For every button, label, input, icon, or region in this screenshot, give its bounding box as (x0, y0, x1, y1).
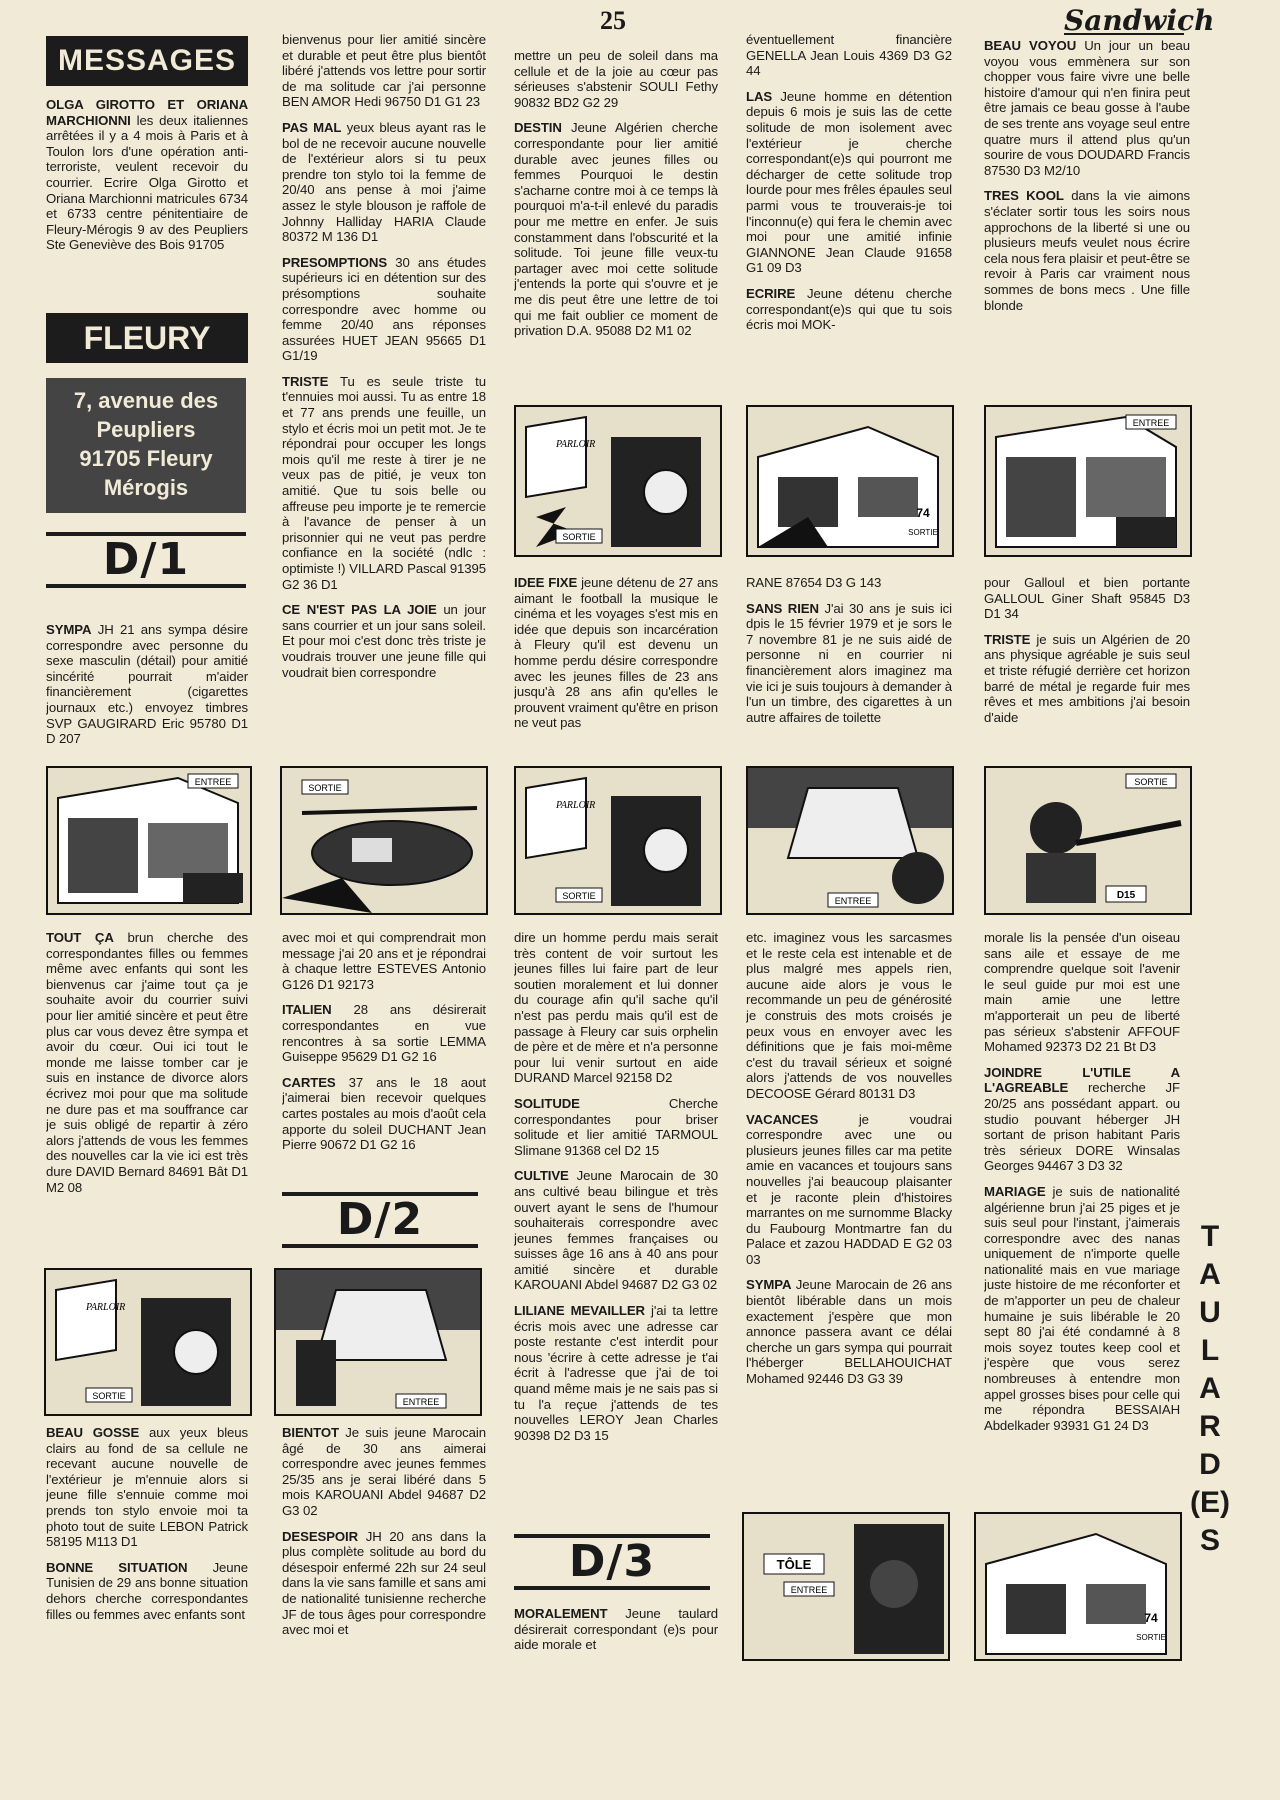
comic-panel-helicopter (280, 766, 488, 915)
fleury-heading: FLEURY (46, 313, 248, 363)
column-1-b (46, 622, 248, 752)
ad-body: jeune détenu de 27 ans aimant le football la musique le cinéma et les voyages s'est mis en idée que depuis son incarcération à Fleury qu'il est devenu un homme perdu désire correspondre avec les jeunes filles de 23 ans jusqu'à 28 ans afin qu'elles le prouvent vraiment qu'être en prison ne veut pas (514, 575, 718, 731)
panel-art (976, 1514, 1180, 1659)
ad-title: DESESPOIR (282, 1528, 359, 1544)
classified-ad (514, 1303, 718, 1443)
column-4-top (746, 32, 952, 392)
ad-title: LAS (746, 88, 773, 104)
classified-ad (984, 1184, 1180, 1434)
ad-body: pour Galloul et bien portante GALLOUL Giner Shaft 95845 D3 D1 34 (984, 575, 1190, 622)
panel-art (986, 768, 1190, 913)
ad-title: BEAU GOSSE (46, 1425, 140, 1440)
classified-ad (282, 930, 486, 992)
classified-ad (282, 602, 486, 680)
vertical-letter: A (1199, 1258, 1221, 1291)
classified-ad (746, 1112, 952, 1268)
classified-ad (46, 622, 248, 747)
ad-title: TRISTE (984, 631, 1031, 647)
ad-title: CE N'EST PAS LA JOIE (282, 602, 437, 618)
ad-body: un jour sans courrier et un jour sans soleil. Et pour moi c'est donc très triste je voudrais trouver une jeune fille qui voudrait bien correspondre (282, 602, 486, 680)
panel-label-sortie: SORTIE (562, 532, 596, 542)
ad-title: CULTIVE (514, 1168, 569, 1184)
ad-body: Cherche correspondantes pour briser solitude et lier amitié TARMOUL Slimane 91368 cel D2 15 (514, 1095, 718, 1158)
column-3-top (514, 48, 718, 393)
ad-title: TOUT ÇA (46, 930, 114, 945)
vertical-taulardes (1180, 1218, 1240, 1658)
classified-ad (282, 120, 486, 245)
comic-panel-building (746, 405, 954, 557)
panel-art (744, 1514, 948, 1659)
ad-body: RANE 87654 D3 G 143 (746, 575, 882, 590)
comic-panel-building (974, 1512, 1182, 1661)
panel-label-74: 74 (916, 506, 930, 520)
classified-ad (514, 575, 718, 731)
section-d1-title: D/1 (46, 532, 246, 588)
panel-art (516, 407, 720, 555)
vertical-letter: T (1200, 1220, 1220, 1253)
column-1-c (46, 930, 248, 1250)
vertical-letter: (E) (1190, 1486, 1230, 1519)
ad-title: PAS MAL (282, 119, 342, 135)
classified-ad (984, 1065, 1180, 1174)
panel-label-entree: ENTREE (1132, 418, 1170, 428)
ad-body: dire un homme perdu mais serait très content de voir surtout les jeunes filles lui faire part de leur soutien moralement et lui donner du courage afin qu'il sache qu'il n'est pas perdu mais qu'il est de passage à Fleury car suis orphelin de père et de mère et n'a personne pour lui venir surtout en aide DURAND Marcel 92158 D2 (514, 930, 718, 1086)
classified-ad (746, 1277, 952, 1386)
classified-ad (514, 930, 718, 1086)
ad-title: BIENTOT (282, 1425, 339, 1440)
ad-body: j'ai ta lettre écris mois avec une adresse car poste restante c'est interdit pour nous 'écrire à cette adresse je t'ai écrit à l'adresse que j'ai de toi quand même mais je ne sais pas si tu l'a reçue j'attends de tes nouvelles LEROY Jean Charles 90398 D2 D3 15 (514, 1303, 718, 1443)
panel-label-sortie: SORTIE (562, 891, 596, 901)
ad-title: SOLITUDE (514, 1095, 580, 1111)
ad-title: LILIANE MEVAILLER (514, 1303, 645, 1319)
ad-body: etc. imaginez vous les sarcasmes et le reste cela est intenable et de plus malgré mes appels rien, aucune aide alors je vous le recommande un peu de générosité je construis des mots croisés je peux vous en envoyer avec les définitions que je fais moi-même c'est du travail sérieux et soigné alors j'attends de vos nouvelles DECOOSE Gérard 80131 D3 (746, 930, 952, 1101)
column-4-mid (746, 575, 952, 753)
brand-signature: Sandwich (1064, 4, 1215, 37)
vertical-letter: L (1200, 1334, 1220, 1367)
classified-ad (282, 1002, 486, 1064)
panel-label-sortie: SORTIE (308, 783, 342, 793)
ad-title: ECRIRE (746, 285, 796, 301)
comic-panel-parloir (44, 1268, 252, 1416)
panel-art (46, 1270, 250, 1414)
ad-body: Tu es seule triste tu t'ennuies moi aussi. Tu as entre 18 et 77 ans prends une feuille, un stylo et écris moi un petit mot. Je te répondrai pour occuper les longs mois qu'il me reste à tirer je ne veux pas de pitié, je veux ton amitié. Que tu sois belle ou affreuse peu importe je te remercie à l'avance de penser à un prisonnier qui ne veut pas perdre confiance en la société (ndlc : optimiste !) VILLARD Pascal 91395 G2 36 D1 (282, 373, 486, 592)
classified-ad (514, 1606, 718, 1653)
comic-panel-gunman (984, 766, 1192, 915)
ad-title: TRISTE (282, 373, 329, 389)
ad-title: BEAU VOYOU (984, 38, 1077, 53)
ad-title: IDEE FIXE (514, 575, 578, 590)
panel-art (48, 768, 250, 913)
ad-title: ITALIEN (282, 1002, 332, 1018)
comic-panel-parloir (514, 405, 722, 557)
ad-title: DESTIN (514, 120, 562, 136)
classified-ad (282, 32, 486, 110)
ad-title: TRES KOOL (984, 188, 1064, 204)
address-line: Peupliers (96, 417, 196, 442)
ad-body: les deux italiennes arrêtées il y a 4 mois à Paris et à Toulon lors d'une opération anti-terroriste, veulent recevoir du courrier. Ecrire Olga Girotto et Oriana Marchionni matricules 6734 et 6733 centre pénitentiaire de Fleury-Mérogis 9 av des Peupliers Ste Geneviève des Bois 91705 (46, 112, 248, 253)
section-d2-title: D/2 (282, 1192, 478, 1248)
classified-ad (984, 930, 1180, 1055)
panel-label-sortie: SORTIE (92, 1391, 126, 1401)
ad-body: Jeune Marocain de 26 ans bientôt libérable dans un mois exactement j'espère que mon annonce passera avant ce délai cherche un gars sympa qui pourrait l'héberger BELLAHOUICHAT Mohamed 92446 D3 G3 39 (746, 1277, 952, 1387)
ad-body: bienvenus pour lier amitié sincère et durable et peut être plus bientôt libéré j'attends vos lettre pour sortir de ma solitude car j'ai personne BEN AMOR Hedi 96750 D1 G1 23 (282, 32, 486, 110)
classified-ad (282, 1529, 486, 1638)
panel-label-entree: ENTREE (194, 777, 232, 787)
ad-body: je suis de nationalité algérienne brun j'ai 25 piges et je suis seul pour l'instant, j'aimerais correspondre avec des nanas uniquement de n'importe quelle nationalité mais en vue mariage juste histoire de me réconforter et de m'apporter un peu de chaleur humaine je suis libérable le 20 sept 80 j'ai été condamné à 8 mois soyez toutes keep cool et j'espère que vous serez nombreuses à entendre mon appel grosses bises pour celle qui me répondra BESSAIAH Abdelkader 93931 G1 24 D3 (984, 1183, 1180, 1433)
classified-ad (746, 286, 952, 333)
comic-panel-entree (46, 766, 252, 915)
section-d3-title: D/3 (514, 1534, 710, 1590)
ad-body: Jeune homme en détention depuis 6 mois je suis las de cette solitude de mon isolement avec l'extérieur je cherche correspondant(e)s qui pourront me décharger de cette solitude trop lourde pour mes frêles épaules seul parmi vous te trouverais-je toi l'inconnu(e) qui fera le chemin avec moi pour une amitié infinie GIANNONE Jean Claude 91658 G1 09 D3 (746, 88, 952, 276)
ad-body: Jeune Algérien cherche correspondante pour lier amitié durable avec jeunes filles ou femmes Pourquoi le destin s'acharne contre moi à ce temps là pourquoi m'a-t-il enlevé du paradis pour me mettre en enfer. Je suis constamment dans l'obscurité et la solitude. Toi jeune fille veux-tu partager avec moi cette solitude j'entends la porte qui s'ouvre et je me dis peut être une lettre de toi qui me fait oublier ce moment de privation D.A. 95088 D2 M1 02 (514, 120, 718, 339)
ad-title: MORALEMENT (514, 1606, 608, 1621)
classified-ad (746, 930, 952, 1102)
ad-title: SYMPA (46, 622, 92, 637)
ad-title: MARIAGE (984, 1183, 1046, 1199)
panel-label-d15: D15 (1116, 890, 1136, 901)
ad-title: OLGA GIROTTO ET ORIANA MARCHIONNI (46, 97, 248, 128)
panel-art (986, 407, 1190, 555)
classified-ad (46, 1425, 248, 1550)
classified-ad (746, 575, 952, 591)
vertical-letter: U (1199, 1296, 1221, 1329)
ad-body: aux yeux bleus clairs au fond de sa cellule ne recevant aucune nouvelle de l'extérieur je m'ennuie alors si jeune fille s'ennuie comme moi prends ton stylo envoie moi ta photo tout de suite LEBON Patrick 58195 M113 D1 (46, 1425, 248, 1550)
ad-body: brun cherche des correspondantes filles ou femmes même avec enfants qui sont les bienvenus car j'aime tout ça je souhaite avoir du courrier suivi pour lier amitié sincère et peut être plus car vous devez être sympa et avoir du cœur. Oui ici tout le monde me laisse tomber car je suis en instance de divorce alors écrivez moi pour que ma solitude ne dure pas et ma souffrance car je suis obligé de repartir à zéro alors j'attends de vous les femmes des nouvelles car la vie ici est très dure DAVID Bernard 84691 Bât D1 M2 08 (46, 930, 248, 1195)
column-2-b (282, 930, 486, 1190)
panel-label-sortie: SORTIE (908, 528, 938, 537)
ad-title: BONNE SITUATION (46, 1559, 188, 1575)
address-line: 7, avenue des (73, 388, 219, 413)
panel-art (276, 1270, 480, 1414)
classified-ad (984, 632, 1190, 726)
classified-ad (984, 188, 1190, 313)
ad-body: éventuellement financière GENELLA Jean Louis 4369 D3 G2 44 (746, 32, 952, 79)
ad-body: J'ai 30 ans je suis ici dpis le 15 février 1979 et je sors le 7 novembre 81 je ne suis aidé de personne ni en courrier ni financièrement alors imaginez ma vie ici je suis toujours à demander à l'un un timbre, des cigarettes à un autre affaires de toilette (746, 600, 952, 725)
classified-ad (514, 120, 718, 338)
ad-title: PRESOMPTIONS (282, 254, 388, 270)
panel-label-sortie: SORTIE (1134, 777, 1168, 787)
ad-body: Un jour un beau voyou vous emmènera sur son chopper vous faire vivre une belle histoire d'amour qui n'en finira peut être jamais ce beau gosse à l'aube de ses trente ans voyage seul entre quatre murs il attend plus qu'un sourire de vous DOUDARD Francis 87530 D3 M2/10 (984, 38, 1190, 178)
vertical-letter: S (1199, 1524, 1220, 1557)
ad-body: Jeune Tunisien de 29 ans bonne situation dehors cherche correspondantes filles ou femmes avec enfants sont (46, 1559, 248, 1622)
column-1-top (46, 97, 248, 297)
column-5-c (984, 930, 1180, 1530)
ad-body: recherche JF 20/25 ans possédant appart. ou studio pouvant héberger JH sortant de prison habitant Paris très sérieux DORE Winsalas Georges 94467 3 D3 32 (984, 1080, 1180, 1174)
ad-body: 30 ans études supérieurs ici en détention sur des présomptions souhaite correspondre avec homme ou femme 20/40 ans réponses assurées HUET JEAN 95665 D1 G1/19 (282, 254, 486, 364)
ad-title: SANS RIEN (746, 600, 819, 616)
panel-label-parloir: PARLOIR (86, 1302, 126, 1313)
column-5-mid (984, 575, 1190, 753)
messages-heading: MESSAGES (46, 36, 248, 86)
column-1-d (46, 1425, 248, 1665)
panel-label-tole: TÔLE (776, 1557, 812, 1572)
vertical-letter: A (1199, 1372, 1221, 1405)
comic-panel-parloir (514, 766, 722, 915)
column-3-d (514, 1606, 718, 1666)
classified-ad (984, 575, 1190, 622)
panel-label-sortie: SORTIE (1136, 1633, 1166, 1642)
comic-panel-entree (984, 405, 1192, 557)
fleury-address (46, 378, 246, 513)
vertical-letter: D (1199, 1448, 1221, 1481)
panel-art (282, 768, 486, 913)
column-2-top (282, 32, 486, 752)
panel-label-entree: ENTREE (790, 1585, 828, 1595)
ad-body: 28 ans désirerait correspondantes en vue rencontres à sa sortie LEMMA Guiseppe 95629 D1 G2 16 (282, 1002, 486, 1065)
classified-ad (282, 1075, 486, 1153)
ad-body: yeux bleus ayant ras le bol de ne recevoir aucune nouvelle de l'extérieur alors si tu peux prendre ton stylo toi la femme de 20/40 ans pense à moi j'aime assez le style blouson je raffole de Johnny Halliday HARIA Claude 80372 M 136 D1 (282, 119, 486, 245)
ad-body: Jeune taulard désirerait correspondant (e)s pour aide morale et (514, 1606, 718, 1653)
panel-label-parloir: PARLOIR (556, 800, 596, 811)
classified-ad (746, 89, 952, 276)
column-5-top (984, 38, 1190, 398)
ad-body: mettre un peu de soleil dans ma cellule et de la joie au cœur pas sérieuses s'abstenir SOULI Fethy 90832 BD2 G2 29 (514, 48, 718, 110)
comic-panel-lamp (746, 766, 954, 915)
classified-ad (46, 1560, 248, 1622)
ad-body: Je suis jeune Marocain âgé de 30 ans aimerai correspondre avec jeunes femmes 25/35 ans je serai libéré dans 5 mois KAROUANI Abdel 94687 D2 G3 02 (282, 1425, 486, 1518)
classified-ad (514, 1168, 718, 1293)
address-line: Mérogis (103, 475, 189, 500)
comic-panel-lamp (274, 1268, 482, 1416)
ad-body: JH 20 ans dans la plus complète solitude au bord du désespoir enfermé 22h sur 24 seul dans la vie sans famille et sans ami de nationalité tunisienne recherche JF de tous âges pour correspondre avec moi et (282, 1528, 486, 1638)
classified-ad (746, 32, 952, 79)
ad-body: dans la vie aimons s'éclater sortir tous les soirs nous approchons de la liberté si une ou plusieurs meufs veulet nous écrire cela nous fera plaisir et peut-être se revoir à Paris car vraiment nous sommes de bons mecs . Une fille blonde (984, 188, 1190, 313)
ad-title: VACANCES (746, 1111, 819, 1127)
ad-body: je suis un Algérien de 20 ans physique agréable je suis seul et triste réfugié derrière cet horizon barré de métal je regarde fuir mes rêves et mes ambitions j'ai besoin d'aide (984, 631, 1190, 725)
panel-label-parloir: PARLOIR (556, 439, 596, 450)
classified-ad (46, 930, 248, 1195)
comic-panel-tole (742, 1512, 950, 1661)
ad-body: morale lis la pensée d'un oiseau sans aile et essaye de me comprendre quelque soit l'avenir le seul guide pur moi est une main amie une lettre m'apporterait un peu de liberté pas sérieux s'abstenir AFFOUF Mohamed 92373 D2 21 Bt D3 (984, 930, 1180, 1055)
column-3-c (514, 930, 718, 1522)
ad-body: 37 ans le 18 aout j'aimerai bien recevoir quelques cartes postales au mois d'août cela apporte du soleil DUCHANT Jean Pierre 90672 D1 G2 16 (282, 1074, 486, 1153)
ad-title: JOINDRE L'UTILE A L'AGREABLE (984, 1064, 1180, 1096)
classified-ad (46, 97, 248, 253)
vertical-letter: R (1199, 1410, 1221, 1443)
ad-body: Jeune détenu cherche correspondant(e)s qui que tu sois écris moi MOK- (746, 285, 952, 333)
classified-ad (282, 374, 486, 592)
column-4-c (746, 930, 952, 1502)
ad-body: je voudrai correspondre avec une ou plusieurs jeunes filles car ma petite amie en vacances et toujours sans nouvelles j'ai beaucoup plaisanter et je raconte plein d'histoires marrantes on me surnomme Blacky du Faubourg Montmartre fan du Palace et zazou HADDAD E G2 03 03 (746, 1111, 952, 1267)
ad-body: JH 21 ans sympa désire correspondre avec personne du sexe masculin (détail) pour amitié sincérité pourrait m'aider financièrement (cigarettes journaux etc.) envoyez timbres SVP GAUGIRARD Eric 95780 D1 D 207 (46, 622, 248, 747)
ad-body: Jeune Marocain de 30 ans cultivé beau bilingue et très ouvert ayant le sens de l'humour souhaiterais correspondre avec jeunes femmes françaises ou suisses âge 16 ans à 40 ans pour amitié sincère et durable KAROUANI Abdel 94687 D2 G3 02 (514, 1168, 718, 1293)
classified-ad (282, 255, 486, 364)
panel-label-entree: ENTREE (402, 1397, 440, 1407)
column-3-mid (514, 575, 718, 753)
classified-ad (514, 48, 718, 110)
classified-ad (282, 1425, 486, 1519)
classified-ad (514, 1096, 718, 1158)
panel-label-74: 74 (1144, 1611, 1158, 1625)
classified-ad (746, 601, 952, 726)
page-number: 25 (600, 6, 626, 35)
ad-body: avec moi et qui comprendrait mon message j'ai 20 ans et je répondrai à chaque lettre ESTEVES Antonio G126 D1 92173 (282, 930, 486, 992)
panel-label-entree: ENTREE (834, 896, 872, 906)
ad-title: CARTES (282, 1074, 336, 1090)
address-line: 91705 Fleury (79, 446, 213, 471)
classified-ad (984, 38, 1190, 178)
panel-art (748, 768, 952, 913)
panel-art (748, 407, 952, 555)
ad-title: SYMPA (746, 1277, 792, 1293)
panel-art (516, 768, 720, 913)
column-2-c (282, 1425, 486, 1665)
